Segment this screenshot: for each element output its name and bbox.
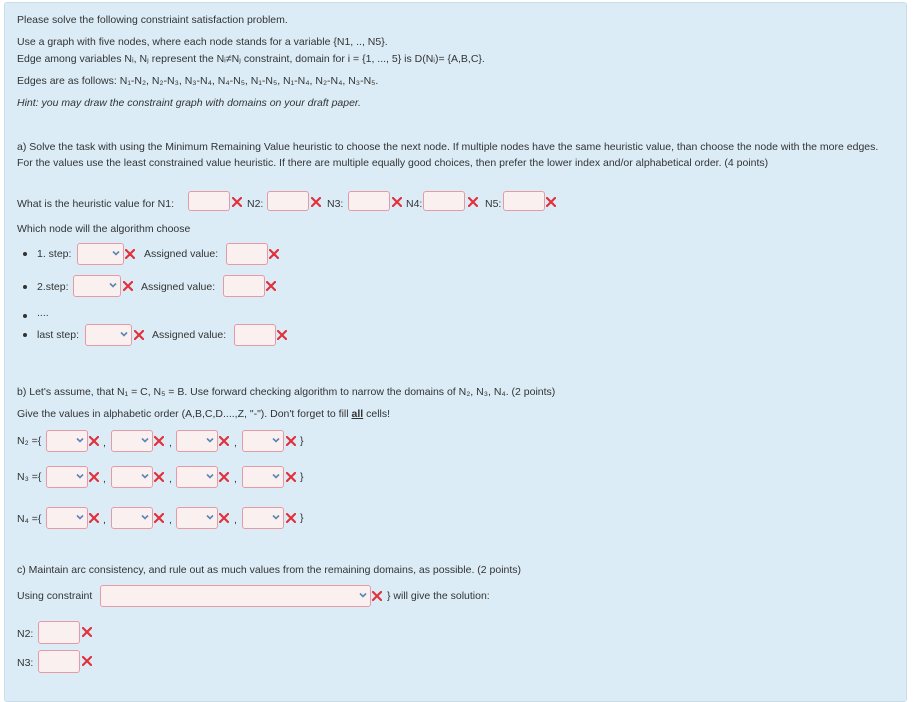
n4-domain-label: N₄ ={	[17, 513, 42, 525]
chevron-down-icon	[205, 435, 215, 445]
chevron-down-icon	[140, 435, 150, 445]
last-step-node-select[interactable]	[85, 324, 132, 346]
separator: ,	[103, 473, 106, 485]
chevron-down-icon	[271, 512, 281, 522]
close-icon	[219, 472, 229, 482]
close-icon	[266, 281, 276, 291]
chevron-down-icon	[75, 435, 85, 445]
heuristic-n5-input[interactable]	[503, 191, 545, 211]
close-brace: }	[300, 512, 304, 524]
close-icon	[286, 436, 296, 446]
close-icon	[219, 436, 229, 446]
intro-line-2: Use a graph with five nodes, where each node stands for a variable {N1, .., N5}.	[17, 36, 388, 48]
separator: ,	[234, 437, 237, 449]
close-icon	[219, 513, 229, 523]
list-bullet	[23, 285, 27, 289]
close-icon	[392, 197, 402, 207]
chevron-down-icon	[140, 512, 150, 522]
heuristic-n4-input[interactable]	[423, 191, 465, 211]
chevron-down-icon	[140, 471, 150, 481]
list-bullet	[23, 333, 27, 337]
part-b-description: b) Let's assume, that N₁ = C, N₅ = B. Use forward checking algorithm to narrow the domains of N₂, N₃, N₄. (2 points)	[17, 386, 556, 398]
n2-domain-select-4[interactable]	[242, 430, 284, 452]
chevron-down-icon	[75, 512, 85, 522]
chevron-down-icon	[205, 471, 215, 481]
n3-domain-select-1[interactable]	[46, 466, 88, 488]
close-icon	[89, 513, 99, 523]
heuristic-n2-input[interactable]	[267, 191, 309, 211]
separator: ,	[234, 473, 237, 485]
instruction-emphasis: all	[351, 408, 364, 420]
heuristic-n1-input[interactable]	[188, 191, 230, 211]
last-step-assigned-input[interactable]	[234, 324, 276, 346]
chevron-down-icon	[205, 512, 215, 522]
part-b-instruction	[17, 407, 390, 421]
chevron-down-icon	[75, 471, 85, 481]
close-brace: }	[300, 471, 304, 483]
n2-field-label: N2:	[17, 628, 34, 640]
close-icon	[311, 197, 321, 207]
edges-label: Edges are as follows:	[17, 75, 117, 87]
close-icon	[82, 656, 92, 666]
n3-domain-select-3[interactable]	[176, 466, 218, 488]
close-icon	[286, 513, 296, 523]
close-icon	[372, 591, 382, 601]
close-icon	[123, 281, 133, 291]
step-2-node-select[interactable]	[73, 275, 121, 297]
n3-domain-label: N₃ ={	[17, 471, 42, 483]
chevron-down-icon	[358, 590, 368, 600]
n3-field-label: N3:	[17, 657, 34, 669]
step-2-assigned-input[interactable]	[223, 275, 265, 297]
step-2-label: 2.step:	[37, 281, 69, 293]
node-label-n5: N5:	[485, 198, 502, 210]
separator: ,	[103, 514, 106, 526]
close-icon	[89, 436, 99, 446]
step-2-assigned-label: Assigned value:	[141, 281, 216, 293]
close-icon	[232, 197, 242, 207]
n4-domain-select-1[interactable]	[46, 507, 88, 529]
close-icon	[546, 197, 556, 207]
close-icon	[468, 197, 478, 207]
n3-domain-select-4[interactable]	[242, 466, 284, 488]
step-1-assigned-input[interactable]	[226, 243, 268, 265]
last-step-label: last step:	[37, 329, 80, 341]
n2-domain-select-1[interactable]	[46, 430, 88, 452]
constraint-select[interactable]	[100, 585, 371, 607]
n4-domain-select-2[interactable]	[111, 507, 153, 529]
node-label-n2: N2:	[247, 198, 264, 210]
separator: ,	[169, 514, 172, 526]
n2-field-input[interactable]	[38, 621, 80, 644]
last-step-assigned-label: Assigned value:	[152, 329, 227, 341]
close-icon	[134, 330, 144, 340]
close-brace: }	[300, 435, 304, 447]
heuristic-n3-input[interactable]	[348, 191, 390, 211]
step-1-node-select[interactable]	[77, 243, 124, 265]
close-icon	[286, 472, 296, 482]
n4-domain-select-3[interactable]	[176, 507, 218, 529]
list-bullet	[23, 252, 27, 256]
chevron-down-icon	[108, 280, 118, 290]
chevron-down-icon	[119, 329, 129, 339]
n2-domain-select-3[interactable]	[176, 430, 218, 452]
separator: ,	[234, 514, 237, 526]
close-icon	[82, 627, 92, 637]
instruction-prefix: Give the values in alphabetic order (A,B,C,D....,Z, "-"). Don't forget to fill	[17, 408, 349, 420]
which-node-text: Which node will the algorithm choose	[17, 223, 191, 235]
close-icon	[154, 472, 164, 482]
part-c-description: c) Maintain arc consistency, and rule out as much values from the remaining domains, as possible. (2 points)	[17, 564, 522, 576]
step-1-label: 1. step:	[37, 248, 72, 260]
separator: ,	[103, 437, 106, 449]
intro-line-3: Edge among variables Nᵢ, Nⱼ represent the Nᵢ≠Nⱼ constraint, domain for i = {1, ..., 5} is D(Nᵢ)= {A,B,C}.	[17, 53, 485, 65]
intro-line-1: Please solve the following constriaint satisfaction problem.	[17, 14, 288, 26]
close-icon	[125, 249, 135, 259]
separator: ,	[169, 437, 172, 449]
will-give-text: } will give the solution:	[387, 590, 490, 602]
n3-field-input[interactable]	[38, 650, 80, 673]
n2-domain-label: N₂ ={	[17, 435, 42, 447]
hint-text: Hint: you may draw the constraint graph with domains on your draft paper.	[17, 97, 361, 109]
close-icon	[277, 330, 287, 340]
node-label-n3: N3:	[327, 198, 344, 210]
using-constraint-label: Using constraint	[17, 590, 93, 602]
instruction-suffix: cells!	[366, 408, 391, 420]
separator: ,	[169, 473, 172, 485]
n2-domain-select-2[interactable]	[111, 430, 153, 452]
edges-list: N₁-N₂, N₂-N₃, N₃-N₄, N₄-N₅, N₁-N₅, N₁-N₄, N₂-N₄, N₃-N₅.	[119, 75, 379, 87]
step-1-assigned-label: Assigned value:	[144, 248, 219, 260]
step-ellipsis: ....	[37, 307, 49, 319]
n3-domain-select-2[interactable]	[111, 466, 153, 488]
list-bullet	[23, 314, 27, 318]
close-icon	[154, 513, 164, 523]
chevron-down-icon	[271, 471, 281, 481]
close-icon	[269, 249, 279, 259]
n4-domain-select-4[interactable]	[242, 507, 284, 529]
chevron-down-icon	[271, 435, 281, 445]
heuristic-question: What is the heuristic value for N1:	[17, 198, 174, 210]
edges-line	[17, 74, 378, 88]
close-icon	[89, 472, 99, 482]
question-panel	[4, 2, 907, 702]
close-icon	[154, 436, 164, 446]
chevron-down-icon	[111, 248, 121, 258]
node-label-n4: N4:	[406, 198, 423, 210]
part-a-description: a) Solve the task with using the Minimum Remaining Value heuristic to choose the next node. If multiple nodes have the same heuristic value, than choose the node with the more edges. For the values use the least constrained value heuristic. If there are multiple equally good choices, then prefer the lower index and/or alphabetical order. (4 points)	[17, 141, 879, 169]
